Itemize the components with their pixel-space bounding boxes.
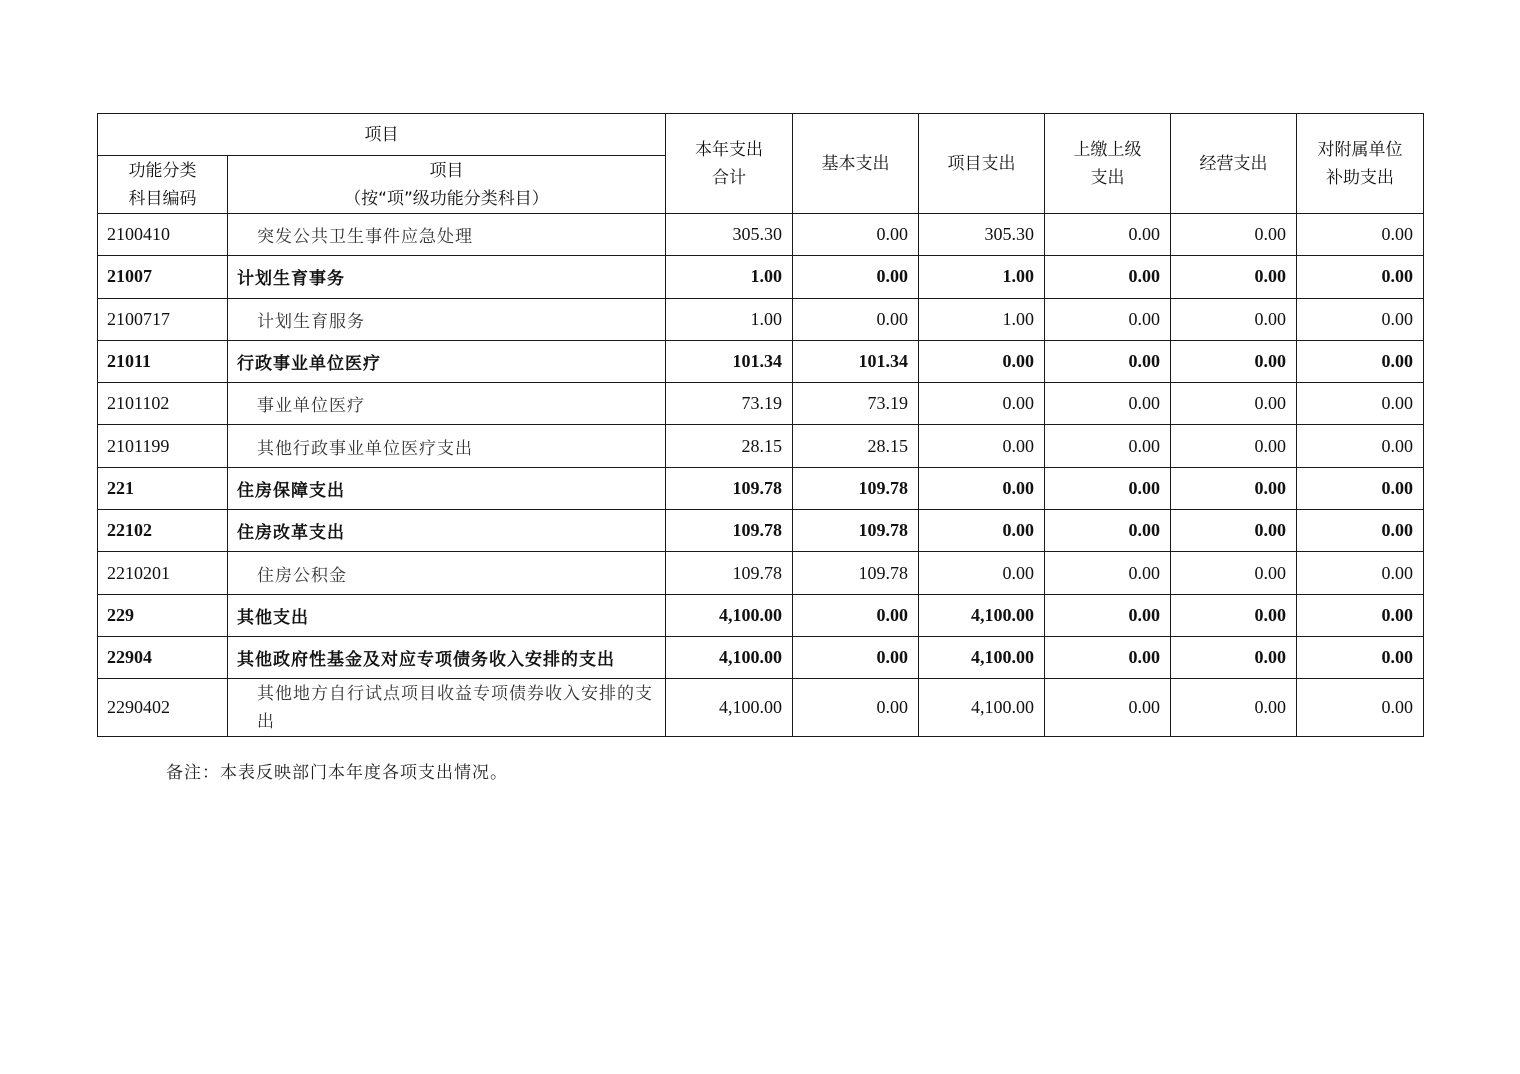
row-project-value: 4,100.00	[919, 636, 1045, 678]
header-code: 功能分类 科目编码	[98, 156, 228, 214]
row-business-value: 0.00	[1171, 679, 1297, 737]
row-total-value: 1.00	[666, 298, 793, 340]
row-total-value: 73.19	[666, 383, 793, 425]
row-basic-value: 0.00	[793, 679, 919, 737]
row-subsidy-value: 0.00	[1297, 636, 1424, 678]
header-item-group: 项目	[98, 114, 666, 156]
row-project-value: 0.00	[919, 340, 1045, 382]
row-code: 221	[98, 467, 228, 509]
table-row	[98, 467, 1424, 509]
row-name: 突发公共卫生事件应急处理	[228, 214, 666, 256]
row-subsidy-value: 0.00	[1297, 383, 1424, 425]
row-total-value: 1.00	[666, 256, 793, 298]
row-business-value: 0.00	[1171, 552, 1297, 594]
table-row	[98, 636, 1424, 678]
row-code: 21007	[98, 256, 228, 298]
row-project-value: 4,100.00	[919, 594, 1045, 636]
row-code: 2100717	[98, 298, 228, 340]
row-code: 22904	[98, 636, 228, 678]
expense-table	[97, 113, 1424, 737]
row-business-value: 0.00	[1171, 467, 1297, 509]
row-name: 其他支出	[228, 594, 666, 636]
row-project-value: 4,100.00	[919, 679, 1045, 737]
row-subsidy-value: 0.00	[1297, 340, 1424, 382]
row-total-value: 305.30	[666, 214, 793, 256]
row-basic-value: 0.00	[793, 594, 919, 636]
row-code: 2101199	[98, 425, 228, 467]
row-project-value: 0.00	[919, 510, 1045, 552]
table-row	[98, 679, 1424, 737]
row-business-value: 0.00	[1171, 256, 1297, 298]
row-business-value: 0.00	[1171, 425, 1297, 467]
row-name: 住房改革支出	[228, 510, 666, 552]
row-project-value: 1.00	[919, 256, 1045, 298]
row-subsidy-value: 0.00	[1297, 467, 1424, 509]
row-subsidy-value: 0.00	[1297, 425, 1424, 467]
row-total-value: 101.34	[666, 340, 793, 382]
row-subsidy-value: 0.00	[1297, 679, 1424, 737]
row-business-value: 0.00	[1171, 340, 1297, 382]
row-upper-value: 0.00	[1045, 214, 1171, 256]
header-business: 经营支出	[1171, 114, 1297, 214]
row-code: 2100410	[98, 214, 228, 256]
row-name: 其他政府性基金及对应专项债务收入安排的支出	[228, 636, 666, 678]
header-subsidy: 对附属单位 补助支出	[1297, 114, 1424, 214]
row-total-value: 4,100.00	[666, 679, 793, 737]
row-project-value: 305.30	[919, 214, 1045, 256]
row-basic-value: 109.78	[793, 510, 919, 552]
row-name: 其他行政事业单位医疗支出	[228, 425, 666, 467]
row-business-value: 0.00	[1171, 594, 1297, 636]
table-row	[98, 594, 1424, 636]
row-upper-value: 0.00	[1045, 594, 1171, 636]
table-row	[98, 510, 1424, 552]
row-total-value: 109.78	[666, 467, 793, 509]
table-row	[98, 298, 1424, 340]
row-subsidy-value: 0.00	[1297, 594, 1424, 636]
row-project-value: 0.00	[919, 467, 1045, 509]
row-business-value: 0.00	[1171, 214, 1297, 256]
row-subsidy-value: 0.00	[1297, 256, 1424, 298]
row-project-value: 1.00	[919, 298, 1045, 340]
table-row	[98, 214, 1424, 256]
row-upper-value: 0.00	[1045, 552, 1171, 594]
row-basic-value: 0.00	[793, 298, 919, 340]
row-upper-value: 0.00	[1045, 679, 1171, 737]
row-code: 2290402	[98, 679, 228, 737]
row-upper-value: 0.00	[1045, 383, 1171, 425]
row-basic-value: 109.78	[793, 467, 919, 509]
row-basic-value: 101.34	[793, 340, 919, 382]
row-subsidy-value: 0.00	[1297, 552, 1424, 594]
row-business-value: 0.00	[1171, 298, 1297, 340]
row-total-value: 28.15	[666, 425, 793, 467]
table-row	[98, 425, 1424, 467]
row-project-value: 0.00	[919, 552, 1045, 594]
row-upper-value: 0.00	[1045, 467, 1171, 509]
row-name: 事业单位医疗	[228, 383, 666, 425]
row-code: 22102	[98, 510, 228, 552]
table-row	[98, 552, 1424, 594]
table-row	[98, 256, 1424, 298]
row-business-value: 0.00	[1171, 510, 1297, 552]
row-basic-value: 109.78	[793, 552, 919, 594]
row-subsidy-value: 0.00	[1297, 298, 1424, 340]
row-name: 计划生育服务	[228, 298, 666, 340]
row-upper-value: 0.00	[1045, 636, 1171, 678]
table-row	[98, 383, 1424, 425]
row-code: 2210201	[98, 552, 228, 594]
row-basic-value: 0.00	[793, 636, 919, 678]
row-subsidy-value: 0.00	[1297, 510, 1424, 552]
row-total-value: 109.78	[666, 510, 793, 552]
row-name: 住房保障支出	[228, 467, 666, 509]
row-subsidy-value: 0.00	[1297, 214, 1424, 256]
row-name: 住房公积金	[228, 552, 666, 594]
row-total-value: 4,100.00	[666, 594, 793, 636]
row-total-value: 109.78	[666, 552, 793, 594]
header-upper: 上缴上级 支出	[1045, 114, 1171, 214]
header-basic: 基本支出	[793, 114, 919, 214]
row-upper-value: 0.00	[1045, 510, 1171, 552]
row-total-value: 4,100.00	[666, 636, 793, 678]
table-row	[98, 340, 1424, 382]
row-code: 2101102	[98, 383, 228, 425]
row-business-value: 0.00	[1171, 383, 1297, 425]
row-name: 其他地方自行试点项目收益专项债券收入安排的支出	[228, 679, 666, 737]
row-basic-value: 0.00	[793, 214, 919, 256]
row-project-value: 0.00	[919, 383, 1045, 425]
row-upper-value: 0.00	[1045, 425, 1171, 467]
row-upper-value: 0.00	[1045, 256, 1171, 298]
header-name: 项目 （按“项”级功能分类科目）	[228, 156, 666, 214]
table-body	[98, 214, 1424, 737]
row-code: 229	[98, 594, 228, 636]
row-code: 21011	[98, 340, 228, 382]
row-business-value: 0.00	[1171, 636, 1297, 678]
row-basic-value: 0.00	[793, 256, 919, 298]
row-basic-value: 73.19	[793, 383, 919, 425]
row-name: 行政事业单位医疗	[228, 340, 666, 382]
header-project: 项目支出	[919, 114, 1045, 214]
row-basic-value: 28.15	[793, 425, 919, 467]
row-project-value: 0.00	[919, 425, 1045, 467]
row-name: 计划生育事务	[228, 256, 666, 298]
table-note: 备注：本表反映部门本年度各项支出情况。	[166, 763, 508, 783]
row-upper-value: 0.00	[1045, 340, 1171, 382]
header-total: 本年支出 合计	[666, 114, 793, 214]
row-upper-value: 0.00	[1045, 298, 1171, 340]
